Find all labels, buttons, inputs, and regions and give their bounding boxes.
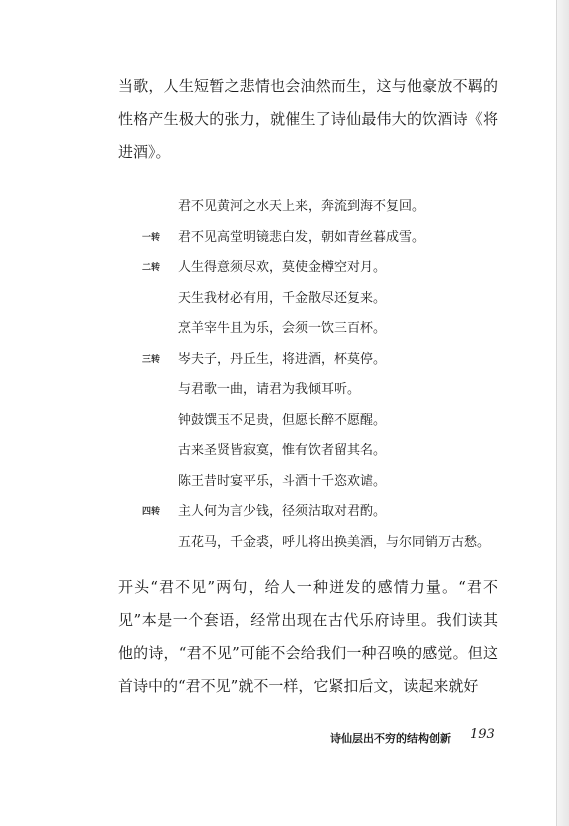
- poem-line-text: 人生得意须尽欢，莫使金樽空对月。: [178, 260, 387, 275]
- running-footer: [330, 730, 451, 746]
- poem-line-text: 烹羊宰牛且为乐，会须一饮三百杯。: [178, 321, 387, 336]
- poem-block: [140, 192, 500, 558]
- poem-line-text: 君不见黄河之水天上来，奔流到海不复回。: [178, 199, 426, 214]
- poem-line-text: 岑夫子，丹丘生，将进酒，杯莫停。: [178, 351, 387, 367]
- poem-line-text: 钟鼓馔玉不足贵，但愿长醉不愿醒。: [178, 412, 387, 428]
- poem-line: [140, 223, 500, 254]
- poem-line: [140, 467, 500, 498]
- poem-line: [140, 253, 500, 284]
- poem-line: [140, 406, 500, 437]
- poem-line-text: 君不见高堂明镜悲白发，朝如青丝暮成雪。: [178, 229, 426, 245]
- poem-line-text: 五花马，千金裘，呼儿将出换美酒，与尔同销万古愁。: [178, 534, 491, 550]
- poem-line: [140, 284, 500, 315]
- intro-paragraph: 当歌，人生短暂之悲情也会油然而生，这与他豪放不羁的性格产生极大的张力，就催生了诗仙最伟大的饮酒诗《将进酒》。: [118, 77, 498, 161]
- poem-line: [140, 497, 500, 528]
- poem-line: [140, 528, 500, 559]
- turn-marker: 四转: [142, 507, 161, 517]
- chapter-title: 诗仙层出不穷的结构创新: [330, 732, 451, 745]
- turn-marker: 三转: [142, 354, 161, 365]
- poem-line-text: 古来圣贤皆寂寞，惟有饮者留其名。: [178, 443, 387, 458]
- turn-marker: 二转: [142, 263, 161, 273]
- poem-line-text: 主人何为言少钱，径须沽取对君酌。: [178, 504, 387, 519]
- poem-line: [140, 345, 500, 376]
- page-edge: [556, 0, 569, 826]
- poem-line: [140, 314, 500, 345]
- analysis-paragraph: 开头“君不见”两句，给人一种迸发的感情力量。“君不见”本是一个套语，经常出现在古代乐府诗里。我们读其他的诗，“君不见”可能不会给我们一种召唤的感觉。但这首诗中的“君不见”就不一样，它紧扣后文，读起来就好: [118, 578, 498, 695]
- turn-marker: 一转: [142, 232, 161, 243]
- page-number: 193: [470, 727, 495, 742]
- poem-line-text: 天生我材必有用，千金散尽还复来。: [178, 290, 387, 306]
- poem-line-text: 陈王昔时宴平乐，斗酒十千恣欢谑。: [178, 473, 387, 489]
- poem-line-text: 与君歌一曲，请君为我倾耳听。: [178, 382, 361, 397]
- poem-line: [140, 192, 500, 223]
- poem-line: [140, 375, 500, 406]
- poem-line: [140, 436, 500, 467]
